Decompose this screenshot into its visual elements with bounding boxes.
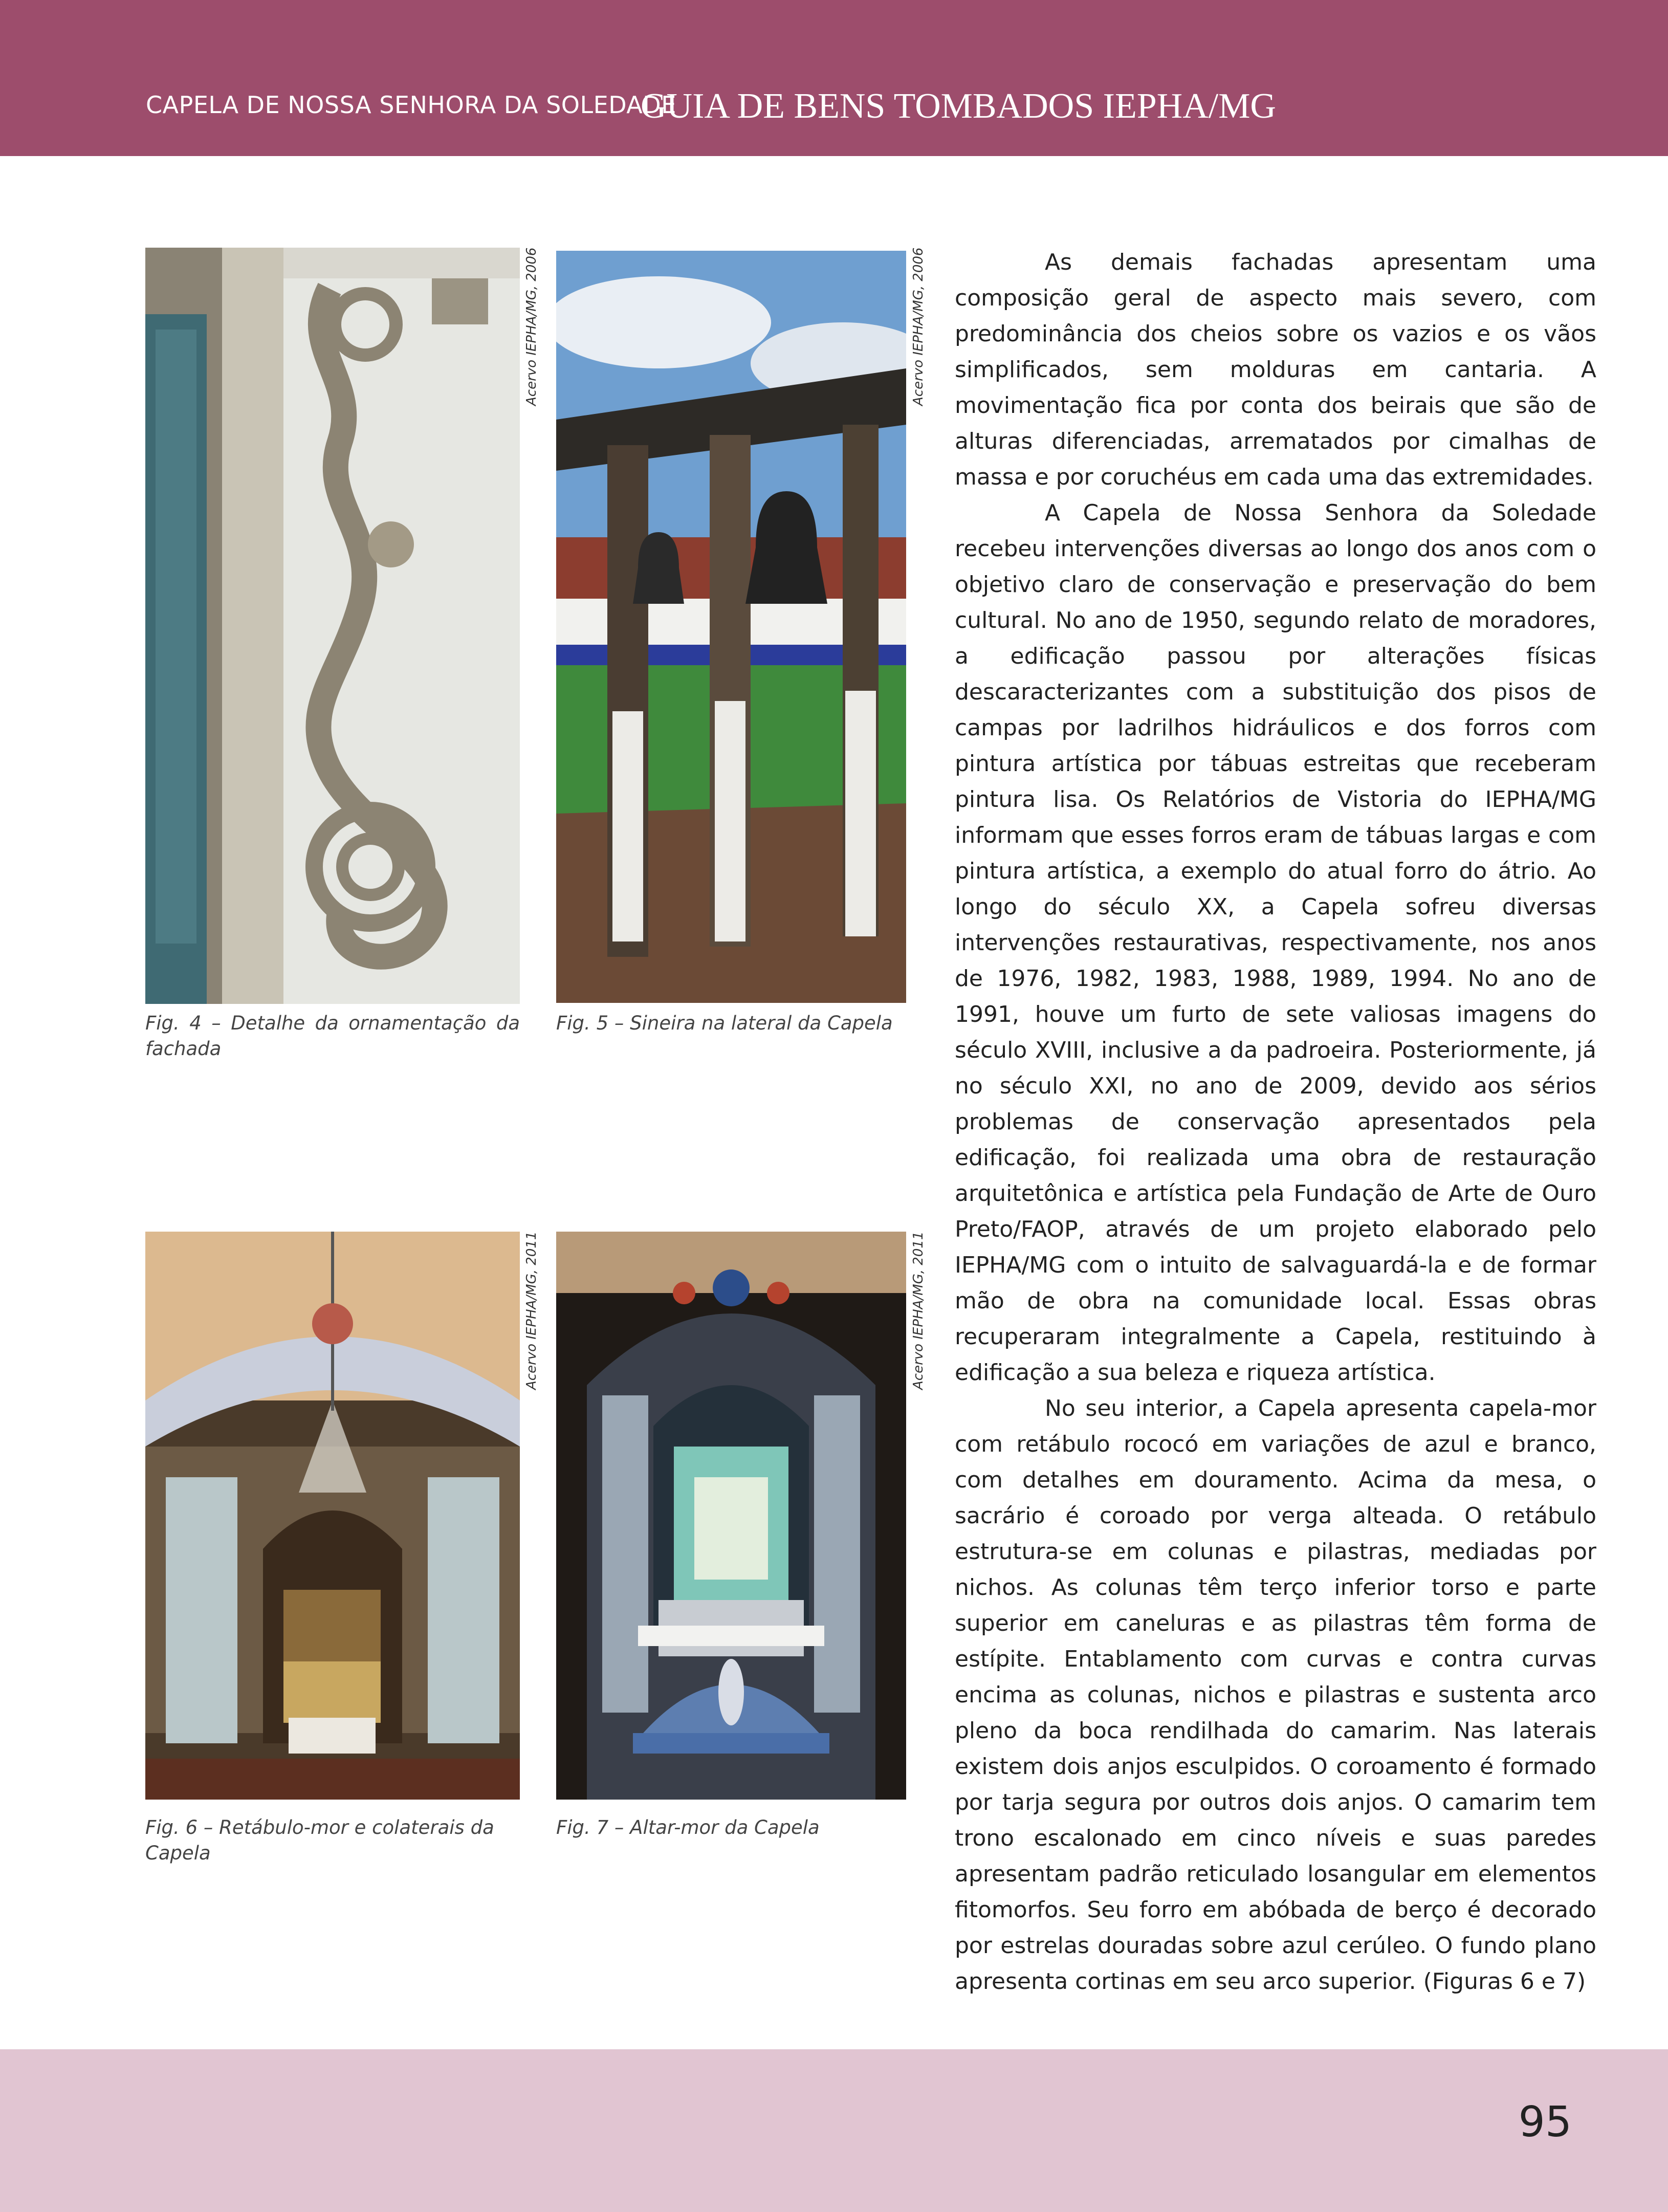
figure-7-photo <box>556 1232 906 1800</box>
header-guide-title: GUIA DE BENS TOMBADOS IEPHA/MG <box>641 86 1276 126</box>
article-body <box>955 245 1596 2000</box>
page-number: 95 <box>1518 2098 1572 2147</box>
paragraph: A Capela de Nossa Senhora da Soledade recebeu intervenções diversas ao longo dos anos com o objetivo claro de conservação e preservação do bem cultural. No ano de 1950, segundo relato de moradores, a edificação passou por alterações físicas descaracterizantes com a substituição dos pisos de campas por ladrilhos hidráulicos e dos forros com pintura artística por tábuas estreitas que receberam pintura lisa. Os Relatórios de Vistoria do IEPHA/MG informam que esses forros eram de tábuas largas e com pintura artística, a exemplo do atual forro do átrio. Ao longo do século XX, a Capela sofreu diversas intervenções restaurativas, respectivamente, nos anos de 1976, 1982, 1983, 1988, 1989, 1994. No ano de 1991, houve um furto de sete valiosas imagens do século XVIII, inclusive a da padroeira. Posteriormente, já no século XXI, no ano de 2009, devido aos sérios problemas de conservação apresentados pela edificação, foi realizada uma obra de restauração arquitetônica e artística pela Fundação de Arte de Ouro Preto/FAOP, através de um projeto elaborado pelo IEPHA/MG com o intuito de salvaguardá-la e de formar mão de obra na comunidade local. Essas obras recuperaram integralmente a Capela, restituindo à edificação a sua beleza e riqueza artística. <box>955 500 1596 1386</box>
figure-6-credit: Acervo IEPHA/MG, 2011 <box>524 1232 539 1390</box>
figure-7-caption: Fig. 7 – Altar-mor da Capela <box>556 1816 820 1838</box>
paragraph: No seu interior, a Capela apresenta capela-mor com retábulo rococó em variações de azul e branco, com detalhes em douramento. Acima da mesa, o sacrário é coroado por verga alteada. O retábulo estrutura-se em colunas e pilastras, mediadas por nichos. As colunas têm terço inferior torso e parte superior em caneluras e as pilastras têm forma de estípite. Entablamento com curvas e contra curvas encima as colunas, nichos e pilastras e sustenta arco pleno da boca rendilhada do camarim. Nas laterais existem dois anjos esculpidos. O coroamento é formado por tarja segura por outros dois anjos. O camarim tem trono escalonado em cinco níveis e suas paredes apresentam padrão reticulado losangular em elementos fitomorfos. Seu forro em abóbada de berço é decorado por estrelas douradas sobre azul cerúleo. O fundo plano apresenta cortinas em seu arco superior. (Figuras 6 e 7) <box>955 1395 1596 1995</box>
figure-5-credit: Acervo IEPHA/MG, 2006 <box>911 248 926 406</box>
figure-6-photo <box>145 1232 520 1800</box>
figure-5-photo <box>556 251 906 1003</box>
page-footer <box>0 2049 1668 2212</box>
header-section-title: CAPELA DE NOSSA SENHORA DA SOLEDADE <box>146 91 676 119</box>
figure-7-credit: Acervo IEPHA/MG, 2011 <box>911 1232 926 1390</box>
figure-4-caption: Fig. 4 – Detalhe da ornamentação da fachada <box>145 1012 520 1060</box>
figure-4-photo <box>145 248 520 1004</box>
figure-6-caption: Fig. 6 – Retábulo-mor e colaterais da Capela <box>145 1816 494 1864</box>
figure-4-credit: Acervo IEPHA/MG, 2006 <box>524 248 539 406</box>
paragraph: As demais fachadas apresentam uma composição geral de aspecto mais severo, com predominância dos cheios sobre os vazios e os vãos simplificados, sem molduras em cantaria. A movimentação fica por conta dos beirais que são de alturas diferenciadas, arrematados por cimalhas de massa e por coruchéus em cada uma das extremidades. <box>955 249 1596 490</box>
page-header <box>0 0 1668 156</box>
figure-5-caption: Fig. 5 – Sineira na lateral da Capela <box>556 1012 893 1034</box>
